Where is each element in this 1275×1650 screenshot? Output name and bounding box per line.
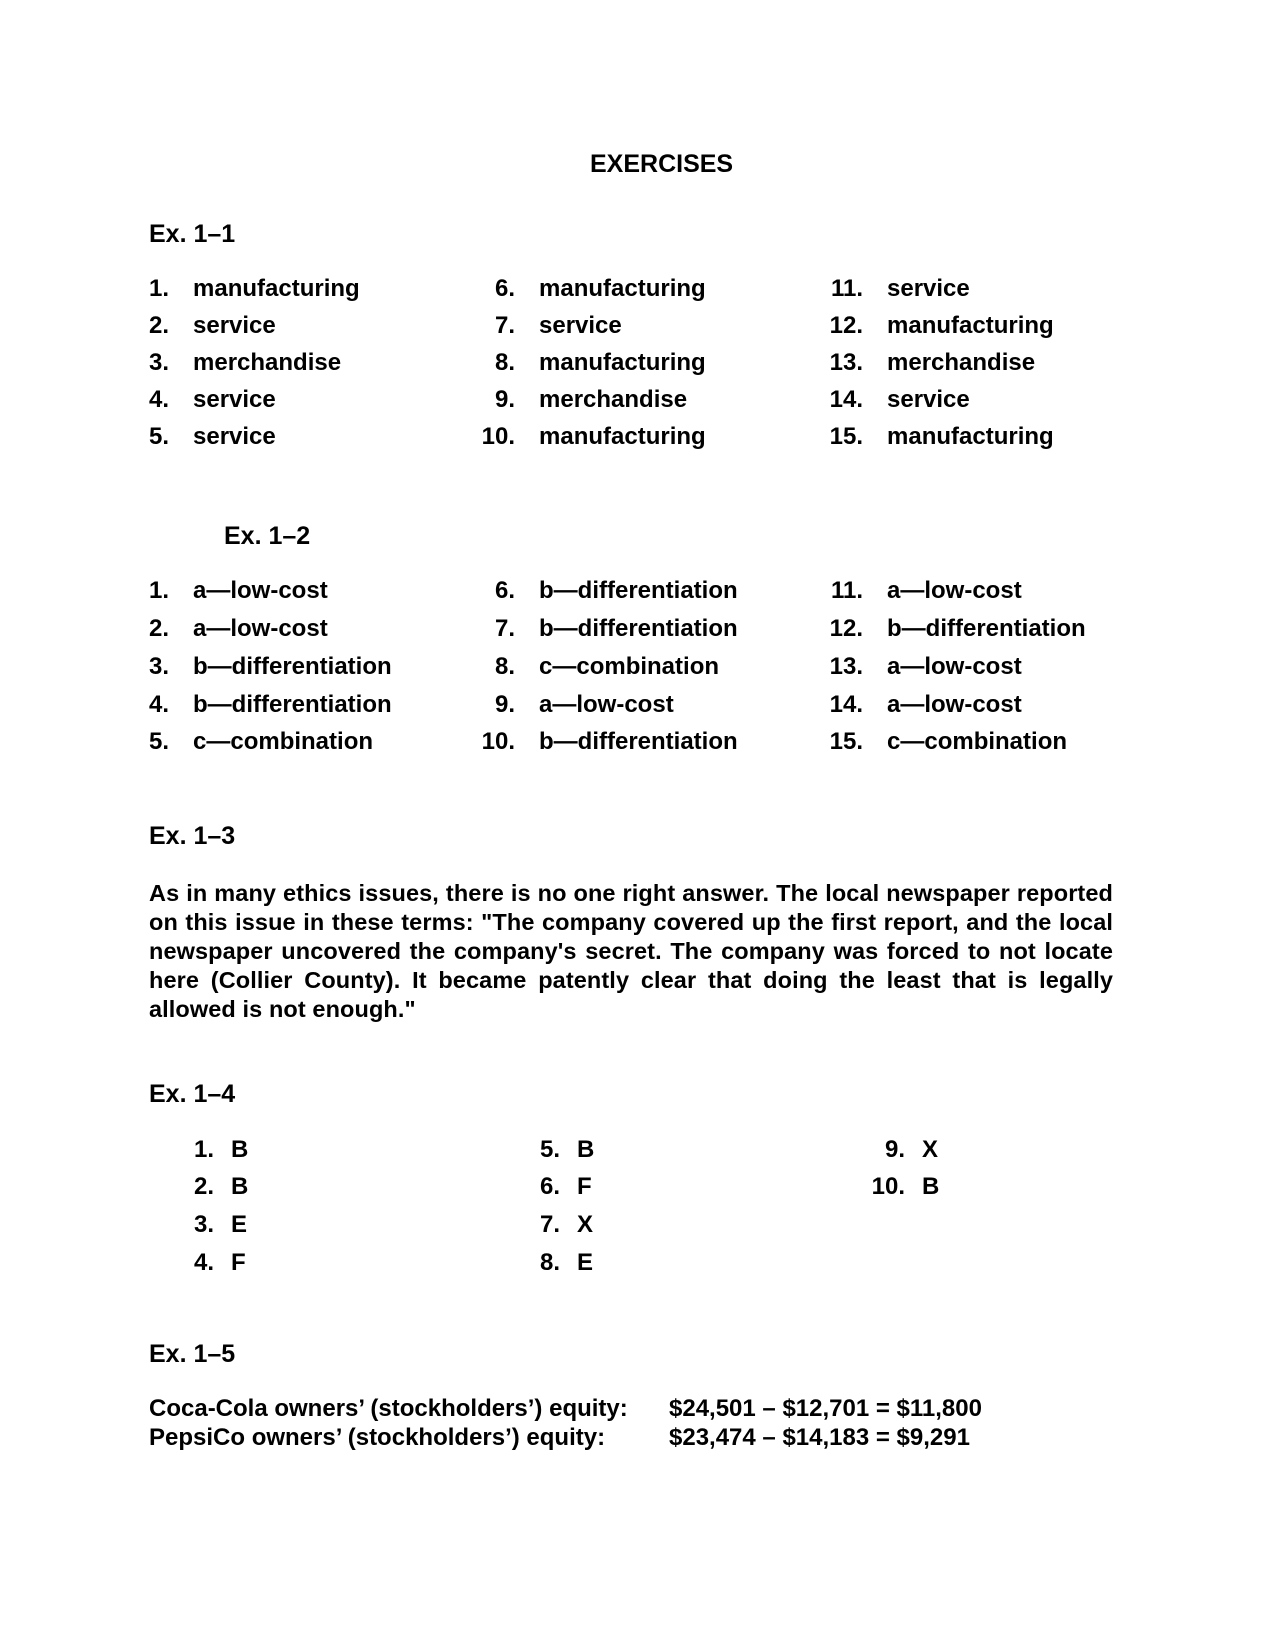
- list-item-number: 14.: [829, 691, 863, 718]
- list-item: b—differentiation: [539, 615, 738, 642]
- list-item: merchandise: [193, 349, 342, 376]
- list-item-number: 3.: [193, 1211, 214, 1238]
- list-item: a—low-cost: [887, 691, 1022, 718]
- list-item-number: 3.: [148, 349, 169, 376]
- list-item-number: 6.: [494, 275, 515, 302]
- list-item: service: [539, 312, 622, 339]
- list-item: b—differentiation: [193, 653, 392, 680]
- coca-cola-equity-label: Coca-Cola owners’ (stockholders’) equity:: [149, 1395, 628, 1422]
- list-item: c—combination: [887, 728, 1068, 755]
- list-item-number: 7.: [494, 615, 515, 642]
- list-item: a—low-cost: [193, 615, 328, 642]
- list-item: c—combination: [193, 728, 374, 755]
- list-item-number: 10.: [481, 728, 515, 755]
- ex1-1-heading: Ex. 1–1: [149, 220, 236, 248]
- list-item: manufacturing: [539, 349, 706, 376]
- list-item: B: [922, 1173, 940, 1200]
- list-item-number: 9.: [884, 1136, 905, 1163]
- list-item-number: 13.: [829, 349, 863, 376]
- list-item-number: 3.: [148, 653, 169, 680]
- list-item: manufacturing: [539, 423, 706, 450]
- pepsico-equity-value: $23,474 – $14,183 = $9,291: [669, 1424, 970, 1451]
- list-item: merchandise: [887, 349, 1036, 376]
- list-item-number: 5.: [148, 728, 169, 755]
- list-item-number: 4.: [193, 1249, 214, 1276]
- ex1-4-heading: Ex. 1–4: [149, 1080, 236, 1108]
- list-item: manufacturing: [193, 275, 360, 302]
- ex1-2-heading: Ex. 1–2: [224, 522, 311, 550]
- list-item-number: 15.: [829, 728, 863, 755]
- list-item-number: 9.: [494, 691, 515, 718]
- list-item-number: 9.: [494, 386, 515, 413]
- list-item: b—differentiation: [539, 728, 738, 755]
- list-item-number: 8.: [494, 653, 515, 680]
- ex1-3-paragraph: As in many ethics issues, there is no one right answer. The local newspaper reported on this issue in these terms: "The company covered up the first report, and the local newspaper uncovered the company's secret. The company was forced to not locate here (Collier County). It became patently clear that doing the least that is legally allowed is not enough.": [149, 880, 1113, 1022]
- list-item: merchandise: [539, 386, 688, 413]
- ex1-3-heading: Ex. 1–3: [149, 822, 236, 850]
- list-item: a—low-cost: [539, 691, 674, 718]
- list-item: a—low-cost: [887, 577, 1022, 604]
- page-title: EXERCISES: [590, 150, 734, 178]
- list-item: c—combination: [539, 653, 720, 680]
- list-item: b—differentiation: [193, 691, 392, 718]
- list-item-number: 4.: [148, 386, 169, 413]
- list-item: E: [231, 1211, 248, 1238]
- list-item-number: 1.: [148, 577, 169, 604]
- list-item-number: 8.: [539, 1249, 560, 1276]
- list-item: E: [577, 1249, 594, 1276]
- list-item: manufacturing: [887, 423, 1054, 450]
- list-item-number: 7.: [494, 312, 515, 339]
- list-item-number: 15.: [829, 423, 863, 450]
- list-item-number: 1.: [193, 1136, 214, 1163]
- list-item: F: [231, 1249, 246, 1276]
- list-item: manufacturing: [539, 275, 706, 302]
- list-item-number: 11.: [830, 577, 863, 604]
- list-item-number: 10.: [481, 423, 515, 450]
- list-item-number: 12.: [829, 615, 863, 642]
- list-item-number: 5.: [539, 1136, 560, 1163]
- list-item-number: 13.: [829, 653, 863, 680]
- list-item: service: [887, 386, 970, 413]
- list-item-number: 11.: [830, 275, 863, 302]
- list-item: B: [231, 1173, 249, 1200]
- list-item-number: 6.: [494, 577, 515, 604]
- list-item: manufacturing: [887, 312, 1054, 339]
- list-item: X: [577, 1211, 594, 1238]
- list-item: X: [922, 1136, 939, 1163]
- list-item-number: 2.: [148, 615, 169, 642]
- list-item: service: [193, 312, 276, 339]
- list-item-number: 7.: [539, 1211, 560, 1238]
- list-item-number: 4.: [148, 691, 169, 718]
- list-item: service: [193, 423, 276, 450]
- list-item-number: 2.: [193, 1173, 214, 1200]
- list-item-number: 12.: [829, 312, 863, 339]
- ex1-5-heading: Ex. 1–5: [149, 1340, 236, 1368]
- list-item: service: [193, 386, 276, 413]
- list-item: B: [577, 1136, 595, 1163]
- list-item-number: 10.: [871, 1173, 905, 1200]
- list-item: B: [231, 1136, 249, 1163]
- list-item: a—low-cost: [193, 577, 328, 604]
- list-item: b—differentiation: [887, 615, 1086, 642]
- pepsico-equity-label: PepsiCo owners’ (stockholders’) equity:: [149, 1424, 606, 1451]
- list-item-number: 2.: [148, 312, 169, 339]
- list-item-number: 14.: [829, 386, 863, 413]
- list-item-number: 8.: [494, 349, 515, 376]
- list-item: F: [577, 1173, 592, 1200]
- list-item-number: 6.: [539, 1173, 560, 1200]
- list-item: b—differentiation: [539, 577, 738, 604]
- list-item-number: 1.: [148, 275, 169, 302]
- coca-cola-equity-value: $24,501 – $12,701 = $11,800: [669, 1395, 982, 1422]
- list-item: a—low-cost: [887, 653, 1022, 680]
- list-item-number: 5.: [148, 423, 169, 450]
- list-item: service: [887, 275, 970, 302]
